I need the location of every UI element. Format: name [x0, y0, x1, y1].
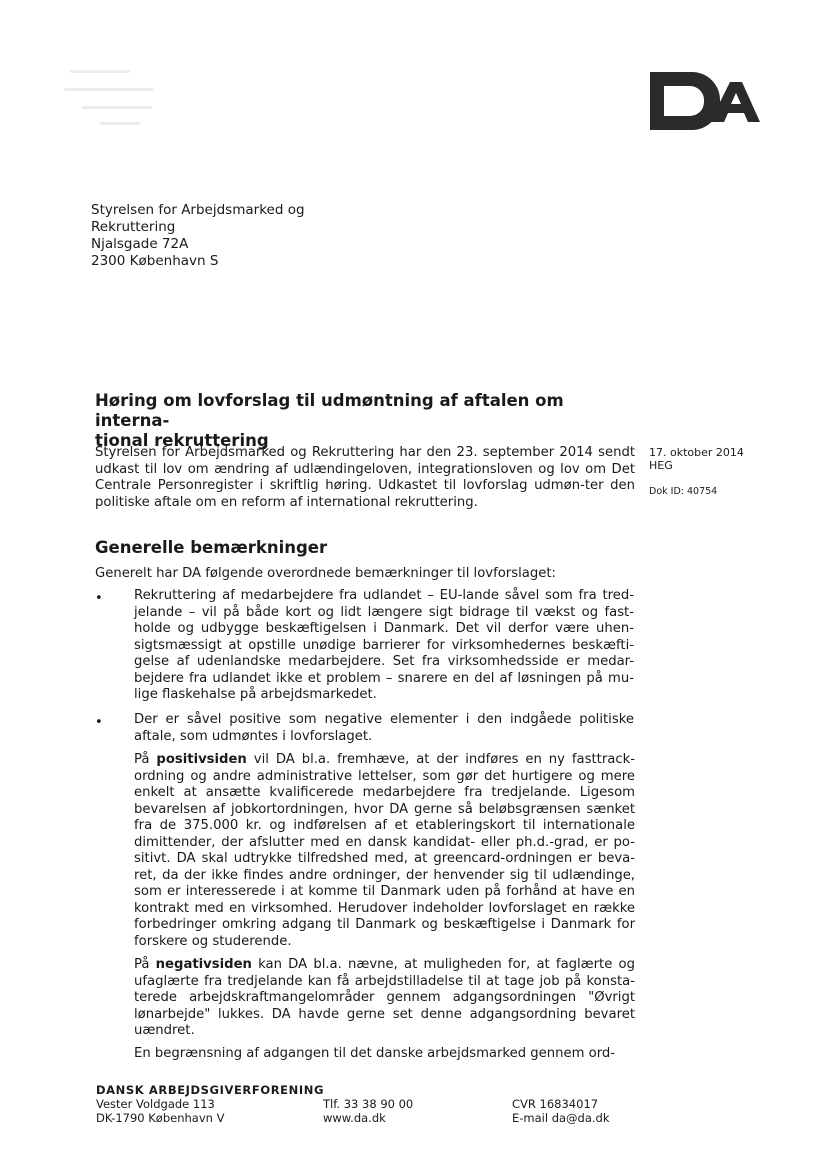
address-line: Styrelsen for Arbejdsmarked og [91, 202, 305, 218]
negative-paragraph [134, 957, 635, 1040]
footer-phone: Tlf. 33 38 90 00 [323, 1097, 414, 1111]
positive-label: positivsiden [156, 752, 247, 767]
positive-text: vil DA bl.a. fremhæve, at der indføres en ny fasttrack-ordning og andre administrative lettelser, som gør det hurtigere og mere enkelt at ansætte kvalificerede medarbejdere fra tredjelande. Ligesom bevarelsen af jobkortordningen, hvor DA gerne så beløbsgrænsen sænket fra de 375.000 kr. og indførelsen af et etableringskort til internationale dimittender, der afslutter med en dansk kandidat- eller ph.d.-grad, er po-sitivt. DA skal udtrykke tilfredshed med, at greencard-ordningen er beva-ret, da der ikke findes andre ordninger, der henvender sig til udlændinge, som er interesserede i at komme til Danmark uden på forhånd at have en kontrakt med en virksomhed. Herudover indeholder lovforslaget en række forbedringer omkring adgang til Danmark og beskæftigelse i Danmark for forskere og studerende. [134, 752, 635, 949]
bullet-marker: • [95, 591, 103, 606]
footer-website-link[interactable]: www.da.dk [323, 1111, 386, 1125]
footer-organization: DANSK ARBEJDSGIVERFORENING [96, 1083, 324, 1097]
bullet-marker: • [95, 715, 103, 730]
document-date: 17. oktober 2014 [649, 446, 744, 459]
continuation-line: En begrænsning af adgangen til det danske arbejdsmarked gennem ord- [134, 1046, 616, 1061]
address-line: Njalsgade 72A [91, 236, 189, 252]
recipient-address [91, 202, 305, 270]
da-logo [648, 70, 760, 132]
footer-email-link[interactable]: E-mail da@da.dk [512, 1111, 610, 1125]
footer-address [96, 1097, 224, 1125]
footer-address-line: Vester Voldgade 113 [96, 1097, 215, 1111]
bullet-text: Der er såvel positive som negative elementer i den indgåede politiske aftale, som udmøntes i lovforslaget. [134, 712, 634, 744]
negative-text: kan DA bl.a. nævne, at muligheden for, at faglærte og ufaglærte fra tredjelande kan få arbejdstilladelse til at tage job på konsta-terede arbejdskraftmangelområder gennem adgangsordningen "Øvrigt lønarbejde" lukkes. DA havde gerne set denne adgangsordning bevaret uændret. [134, 957, 635, 1038]
intro-paragraph: Styrelsen for Arbejdsmarked og Rekruttering har den 23. september 2014 sendt udkast til lov om ændring af udlændingeloven, integrationsloven og lov om Det Centrale Personregister i skriftlig høring. Udkastet til lovforslag udmøn-ter den politiske aftale om en reform af international rekruttering. [95, 445, 635, 510]
negative-label: negativsiden [155, 957, 252, 972]
author-initials: HEG [649, 459, 673, 472]
positive-paragraph [134, 752, 635, 950]
general-intro: Generelt har DA følgende overordnede bemærkninger til lovforslaget: [95, 566, 556, 581]
negative-lead: På [134, 957, 150, 972]
section-heading: Generelle bemærkninger [95, 538, 328, 557]
positive-lead: På [134, 752, 150, 767]
list-item [95, 588, 635, 708]
address-line: 2300 København S [91, 253, 219, 269]
address-line: Rekruttering [91, 219, 176, 235]
document-id: Dok ID: 40754 [649, 486, 718, 497]
bullet-text: Rekruttering af medarbejdere fra udlandet – EU-lande såvel som fra tred-jelande – vil på både kort og lidt længere sigt bidrage til vækst og fast-holde og udbygge beskæftigelsen i Danmark. Det vil derfor være uhen-sigtsmæssigt at opstille unødige barrierer for virksomhedernes beskæfti-gelse af udenlandske medarbejdere. Set fra virksomhedsside er medar-bejdere fra udlandet ikke et problem – snarere en del af løsningen på mu-lige flaskehalse på arbejdsmarkedet. [134, 588, 634, 702]
document-meta [649, 446, 744, 498]
footer-address-line: DK-1790 København V [96, 1111, 225, 1125]
footer-contact [323, 1097, 413, 1125]
faint-stamp-marks [62, 66, 172, 136]
footer-cvr: CVR 16834017 [512, 1097, 599, 1111]
footer-registry [512, 1097, 610, 1125]
list-item [95, 712, 635, 748]
document-title: Høring om lovforslag til udmøntning af aftalen om interna- tional rekruttering [95, 391, 564, 450]
